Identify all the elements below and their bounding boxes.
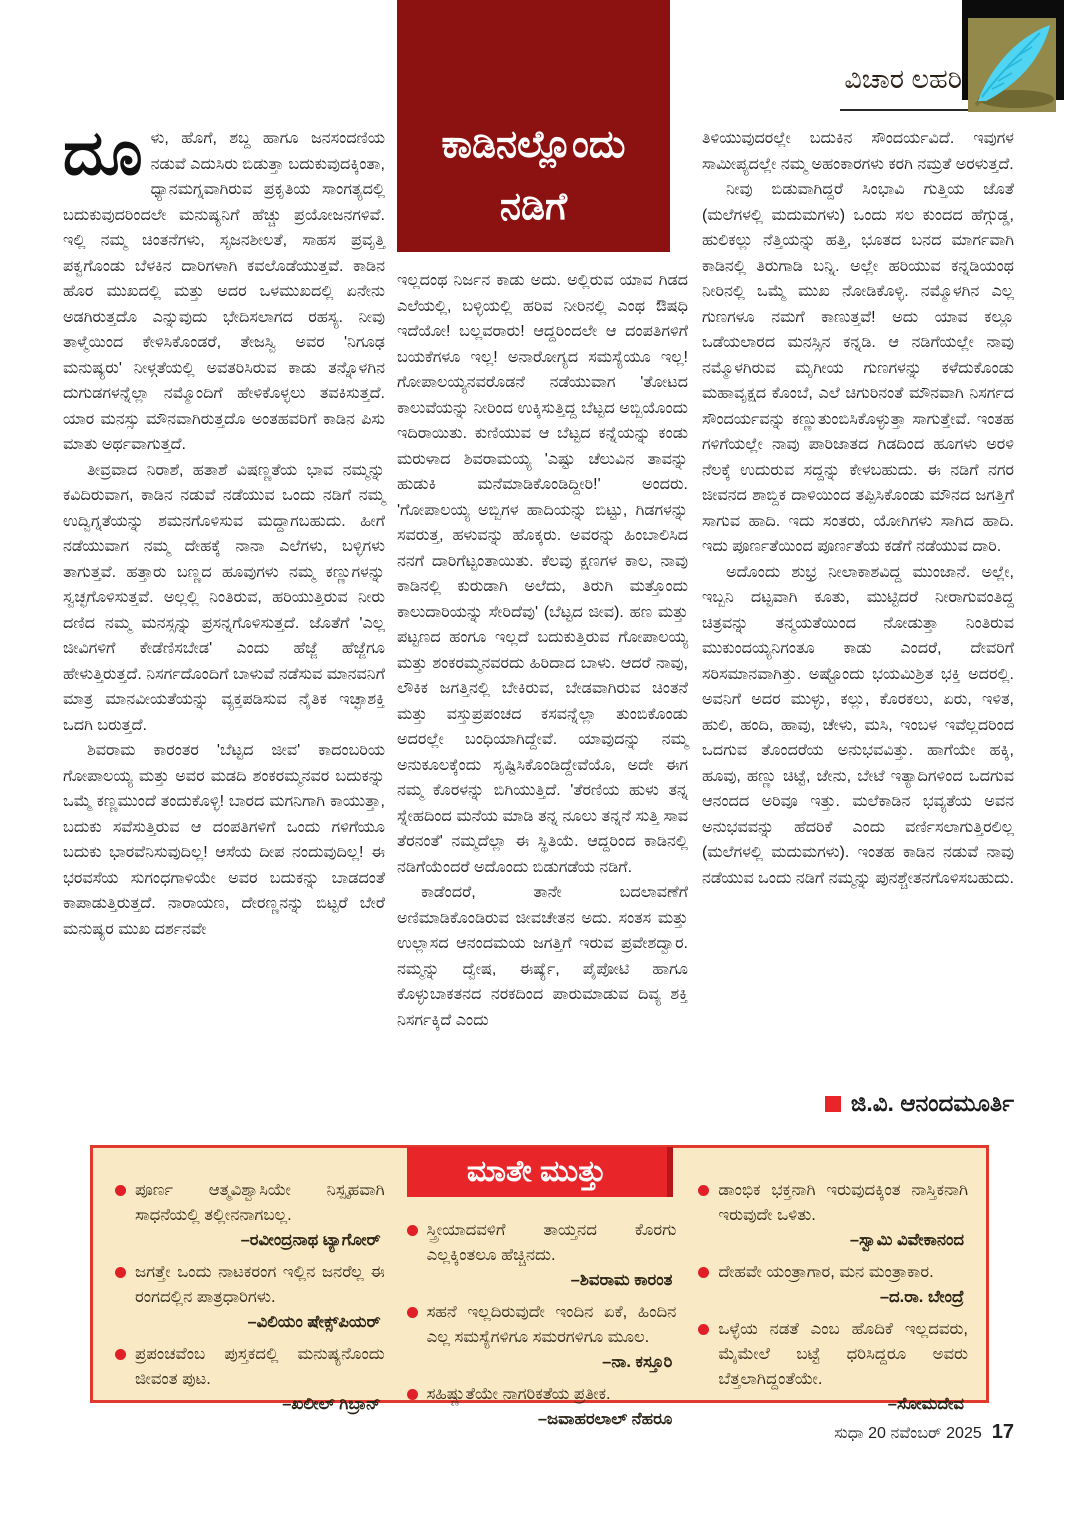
bullet-icon — [698, 1185, 709, 1196]
bullet-icon — [407, 1307, 418, 1318]
article-title-line1: ಕಾಡಿನಲ್ಲೊಂದು — [441, 124, 626, 166]
quotes-column-2 — [407, 1178, 677, 1428]
feather-icon — [968, 18, 1056, 112]
quotes-column-1 — [115, 1178, 385, 1413]
quote-author: –ಸೋಮದೇವ — [887, 1395, 965, 1413]
quote-item — [115, 1260, 385, 1335]
quote-text: ಒಳ್ಳೆಯ ನಡತೆ ಎಂಬ ಹೊದಿಕೆ ಇಲ್ಲದವರು, ಮೈಮೇಲೆ ಬಟ್ಟೆ ಧರಿಸಿದ್ದರೂ ಅವರು ಬೆತ್ತಲಾಗಿದ್ದಂತೆಯೇ. — [718, 1320, 969, 1388]
quote-text: ಸಹಿಷ್ಣುತೆಯೇ ನಾಗರಿಕತೆಯ ಪ್ರತೀಕ. — [426, 1385, 611, 1403]
author-name: ಜಿ.ವಿ. ಆನಂದಮೂರ್ತಿ — [850, 1090, 1014, 1116]
article-paragraph: ತಿಳಿಯುವುದರಲ್ಲೇ ಬದುಕಿನ ಸೌಂದರ್ಯವಿದೆ. ಇವುಗಳ ಸಾಮೀಪ್ಯದಲ್ಲೇ ನಮ್ಮ ಅಹಂಕಾರಗಳು ಕರಗಿ ನಮ್ರತೆ ಅರಳುತ್ತದೆ. — [702, 130, 1014, 173]
quotes-column-3 — [698, 1178, 969, 1413]
bullet-icon — [115, 1267, 126, 1278]
drop-cap: ದೂ — [63, 119, 143, 188]
quote-text: ಪೂರ್ಣ ಆತ್ಮವಿಶ್ವಾಸಿಯೇ ನಿಸ್ಪೃಹವಾಗಿ ಸಾಧನೆಯಲ್ಲಿ ತಲ್ಲೀನನಾಗಬಲ್ಲ. — [135, 1181, 385, 1224]
bullet-icon — [407, 1225, 418, 1236]
article-title-box — [397, 0, 670, 252]
bullet-icon — [115, 1185, 126, 1196]
quote-author: –ಶಿವರಾಮ ಕಾರಂತ — [570, 1271, 673, 1289]
quotes-box-title: ಮಾತೇ ಮುತ್ತು — [407, 1147, 673, 1197]
quote-author: –ಸ್ವಾಮಿ ವಿವೇಕಾನಂದ — [849, 1231, 965, 1249]
quote-text: ಪ್ರಪಂಚವೆಂಬ ಪುಸ್ತಕದಲ್ಲಿ ಮನುಷ್ಯನೊಂದು ಜೀವಂತ ಪುಟ. — [135, 1345, 385, 1388]
quote-author: –ಖಲೀಲ್ ಗಿಬ್ರಾನ್ — [282, 1395, 381, 1413]
article-column-2 — [397, 268, 688, 1136]
quote-text: ಡಾಂಭಿಕ ಭಕ್ತನಾಗಿ ಇರುವುದಕ್ಕಿಂತ ನಾಸ್ತಿಕನಾಗಿ ಇರುವುದೇ ಒಳಿತು. — [718, 1181, 969, 1224]
author-byline — [702, 1090, 1014, 1117]
section-logo — [958, 0, 1070, 116]
quote-item — [407, 1300, 677, 1375]
quote-item — [407, 1218, 677, 1293]
quote-item — [698, 1260, 968, 1310]
page-number: 17 — [991, 1421, 1014, 1443]
quote-item — [698, 1317, 968, 1417]
quote-text: ದೇಹವೇ ಯಂತ್ರಾಗಾರ, ಮನ ಮಂತ್ರಾಕಾರ. — [718, 1263, 934, 1281]
quote-text: ಸ್ತ್ರೀಯಾದವಳಿಗೆ ತಾಯ್ತನದ ಕೊರಗು ಎಲ್ಲಕ್ಕಿಂತಲೂ ಹೆಚ್ಚಿನದು. — [426, 1221, 677, 1264]
article-paragraph: ನೀವು ಬಿಡುವಾಗಿದ್ದರೆ ಸಿಂಭಾವಿ ಗುತ್ತಿಯ ಜೊತೆ (ಮಲೆಗಳಲ್ಲಿ ಮದುಮಗಳು) ಒಂದು ಸಲ ಕುಂದದ ಹೆಗ್ಗುಡ್ಡ, ಹುಲಿಕಲ್ಲು ನೆತ್ತಿಯನ್ನು ಹತ್ತಿ, ಭೂತದ ಬನದ ಮಾರ್ಗವಾಗಿ ಕಾಡಿನಲ್ಲಿ ತಿರುಗಾಡಿ ಬನ್ನಿ. ಅಲ್ಲೇ ಹರಿಯುವ ಕನ್ನಡಿಯಂಥ ನೀರಿನಲ್ಲಿ ಒಮ್ಮೆ ಮುಖ ನೋಡಿಕೊಳ್ಳಿ. ನಮ್ಮೊಳಗಿನ ಎಲ್ಲ ಗುಣಗಳೂ ನಮಗೆ ಕಾಣುತ್ತವೆ! ಅದು ಯಾವ ಕಲ್ಲೂ ಒಡೆಯಲಾರದ ಮನಸ್ಸಿನ ಕನ್ನಡಿ. ಆ ನಡಿಗೆಯಲ್ಲೇ ನಾವು ನಮ್ಮೊಳಗಿರುವ ಮೃಗೀಯ ಗುಣಗಳನ್ನು ಕಳೆದುಕೊಂಡು ಮಹಾವೃಕ್ಷದ ಕೊಂಬೆ, ಎಲೆ ಚಿಗುರಿನಂತೆ ಮೌನವಾಗಿ ನಿಸರ್ಗದ ಸೌಂದರ್ಯವನ್ನು ಕಣ್ಣುತುಂಬಿಸಿಕೊಳ್ಳುತ್ತಾ ಸಾಗುತ್ತೇವೆ. ಇಂತಹ ಗಳಿಗೆಯಲ್ಲೇ ನಾವು ಪಾರಿಜಾತದ ಗಿಡದಿಂದ ಹೂಗಳು ಅರಳಿ ನೆಲಕ್ಕೆ ಉದುರುವ ಸದ್ದನ್ನು ಕೇಳಬಹುದು. ಈ ನಡಿಗೆ ನಗರ ಜೀವನದ ಶಾಬ್ದಿಕ ದಾಳಿಯಿಂದ ತಪ್ಪಿಸಿಕೊಂಡು ಮೌನದ ಜಗತ್ತಿಗೆ ಸಾಗುವ ಹಾದಿ. ಇದು ಸಂತರು, ಯೋಗಿಗಳು ಸಾಗಿದ ಹಾದಿ. ಇದು ಪೂರ್ಣತೆಯಿಂದ ಪೂರ್ಣತೆಯ ಕಡೆಗೆ ನಡೆಯುವ ದಾರಿ. — [702, 181, 1014, 555]
bullet-icon — [698, 1324, 709, 1335]
quote-item — [698, 1178, 968, 1253]
red-square-icon — [825, 1096, 841, 1112]
bullet-icon — [407, 1389, 418, 1400]
quote-text: ಜಗತ್ತೇ ಒಂದು ನಾಟಕರಂಗ ಇಲ್ಲಿನ ಜನರೆಲ್ಲ ಈ ರಂಗದಲ್ಲಿನ ಪಾತ್ರಧಾರಿಗಳು. — [135, 1263, 385, 1306]
quote-author: –ರವೀಂದ್ರನಾಥ ಟ್ಯಾಗೋರ್ — [240, 1231, 381, 1249]
article-title-line2: ನಡಿಗೆ — [499, 186, 568, 228]
article-paragraph: ಕಾಡೆಂದರೆ, ತಾನೇ ಬದಲಾವಣೆಗೆ ಅಣಿಮಾಡಿಕೊಂಡಿರುವ ಜೀವಚೇತನ ಅದು. ಸಂತಸ ಮತ್ತು ಉಲ್ಲಾಸದ ಆನಂದಮಯ ಜಗತ್ತಿಗೆ ಇರುವ ಪ್ರವೇಶದ್ವಾರ. ನಮ್ಮನ್ನು ದ್ವೇಷ, ಈರ್ಷ್ಯೆ, ಪೈಪೋಟಿ ಹಾಗೂ ಕೊಳ್ಳುಬಾಕತನದ ನರಕದಿಂದ ಪಾರುಮಾಡುವ ದಿವ್ಯ ಶಕ್ತಿ ನಿಸರ್ಗಕ್ಕಿದೆ ಎಂದು — [397, 884, 688, 1029]
article-paragraph: ಶಿವರಾಮ ಕಾರಂತರ 'ಬೆಟ್ಟದ ಜೀವ' ಕಾದಂಬರಿಯ ಗೋಪಾಲಯ್ಯ ಮತ್ತು ಅವರ ಮಡದಿ ಶಂಕರಮ್ಮನವರ ಬದುಕನ್ನು ಒಮ್ಮೆ ಕಣ್ಣಮುಂದೆ ತಂದುಕೊಳ್ಳಿ! ಬಾರದ ಮಗನಿಗಾಗಿ ಕಾಯುತ್ತಾ, ಬದುಕು ಸವೆಸುತ್ತಿರುವ ಆ ದಂಪತಿಗಳಿಗೆ ಒಂದು ಗಳಿಗೆಯೂ ಬದುಕು ಭಾರವೆನಿಸುವುದಿಲ್ಲ! ಆಸೆಯ ದೀಪ ನಂದುವುದಿಲ್ಲ! ಈ ಭರವಸೆಯ ಸುಗಂಧಗಾಳಿಯೇ ಅವರ ಬದುಕನ್ನು ಬಾಡದಂತೆ ಕಾಪಾಡುತ್ತಿರುತ್ತದೆ. ನಾರಾಯಣ, ದೇರಣ್ಣನನ್ನು ಬಿಟ್ಟರೆ ಬೇರೆ ಮನುಷ್ಯರ ಮುಖ ದರ್ಶನವೇ — [63, 742, 385, 938]
quote-author: –ಜವಾಹರಲಾಲ್ ನೆಹರೂ — [537, 1410, 673, 1428]
article-paragraph: ದೂಳು, ಹೊಗೆ, ಶಬ್ದ ಹಾಗೂ ಜನಸಂದಣಿಯ ನಡುವೆ ಎದುಸಿರು ಬಿಡುತ್ತಾ ಬದುಕುವುದಕ್ಕಿಂತಾ, ಧ್ಯಾನಮಗ್ನವಾಗಿರುವ ಪ್ರಕೃತಿಯ ಸಾಂಗತ್ಯದಲ್ಲಿ ಬದುಕುವುದರಿಂದಲೇ ಮನುಷ್ಯನಿಗೆ ಹೆಚ್ಚು ಪ್ರಯೋಜನಗಳಿವೆ. ಇಲ್ಲಿ ನಮ್ಮ ಚಿಂತನೆಗಳು, ಸೃಜನಶೀಲತೆ, ಸಾಹಸ ಪ್ರವೃತ್ತಿ ಪಕ್ವಗೊಂಡು ಬೆಳಕಿನ ದಾರಿಗಳಾಗಿ ಕವಲೊಡೆಯುತ್ತವೆ. ಕಾಡಿನ ಹೊರ ಮುಖದಲ್ಲಿ ಮತ್ತು ಅದರ ಒಳಮುಖದಲ್ಲಿ ಏನೇನು ಅಡಗಿರುತ್ತದೊ ಎನ್ನುವುದು ಭೇದಿಸಲಾಗದ ರಹಸ್ಯ. ನೀವು ತಾಳ್ಮೆಯಿಂದ ಕೇಳಿಸಿಕೊಂಡರೆ, ತೇಜಸ್ವಿ ಅವರ 'ನಿಗೂಢ ಮನುಷ್ಯರು' ನೀಳ್ಗತೆಯಲ್ಲಿ ಅವತರಿಸಿರುವ ಕಾಡು ತನ್ನೊಳಗಿನ ದುಗುಡಗಳನ್ನೆಲ್ಲಾ ನಮ್ಮೊಂದಿಗೆ ಹೇಳಿಕೊಳ್ಳಲು ತವಕಿಸುತ್ತದೆ. ಯಾರ ಮನಸ್ಸು ಮೌನವಾಗಿರುತ್ತದೊ ಅಂತಹವರಿಗೆ ಕಾಡಿನ ಪಿಸು ಮಾತು ಅರ್ಥವಾಗುತ್ತದೆ. — [63, 119, 385, 453]
quote-author: –ದ.ರಾ. ಬೇಂದ್ರೆ — [879, 1288, 965, 1306]
article-column-3 — [702, 126, 1014, 1064]
bullet-icon — [115, 1349, 126, 1360]
quote-item — [407, 1382, 677, 1432]
article-paragraph: ಅದೊಂದು ಶುಭ್ರ ನೀಲಾಕಾಶವಿದ್ದ ಮುಂಜಾನೆ. ಅಲ್ಲೇ, ಇಬ್ಬನಿ ದಟ್ಟವಾಗಿ ಕೂತು, ಮುಟ್ಟಿದರೆ ನೀರಾಗುವಂತಿದ್ದ ಚಿತ್ರವನ್ನು ತನ್ಮಯತೆಯಿಂದ ನೋಡುತ್ತಾ ನಿಂತಿರುವ ಮುಕುಂದಯ್ಯನಿಗಂತೂ ಕಾಡು ಎಂದರೆ, ದೇವರಿಗೆ ಸರಿಸಮಾನವಾಗಿತ್ತು. ಅಷ್ಟೊಂದು ಭಯಮಿಶ್ರಿತ ಭಕ್ತಿ ಅದರಲ್ಲಿ. ಅವನಿಗೆ ಅದರ ಮುಳ್ಳು, ಕಲ್ಲು, ಕೊರಕಲು, ಏರು, ಇಳಿತ, ಹುಲಿ, ಹಂದಿ, ಹಾವು, ಚೇಳು, ಮಸಿ, ಇಂಬಳ ಇವೆಲ್ಲದರಿಂದ ಒದಗುವ ತೊಂದರೆಯ ಅನುಭವವಿತ್ತು. ಹಾಗೆಯೇ ಹಕ್ಕಿ, ಹೂವು, ಹಣ್ಣು ಚಿಟ್ಟೆ, ಜೇನು, ಬೇಟೆ ಇತ್ಯಾದಿಗಳಿಂದ ಒದಗುವ ಆನಂದದ ಅರಿವೂ ಇತ್ತು. ಮಲೆಕಾಡಿನ ಭವ್ಯತೆಯ ಅವನ ಅನುಭವವನ್ನು ಹೆದರಿಕೆ ಎಂದು ವರ್ಣಿಸಲಾಗುತ್ತಿರಲಿಲ್ಲ (ಮಲೆಗಳಲ್ಲಿ ಮದುಮಗಳು). ಇಂತಹ ಕಾಡಿನ ನಡುವೆ ನಾವು ನಡೆಯುವ ಒಂದು ನಡಿಗೆ ನಮ್ಮನ್ನು ಪುನಶ್ಚೇತನಗೊಳಿಸಬಹುದು. — [702, 563, 1014, 887]
issue-info: ಸುಧಾ 20 ನವೆಂಬರ್ 2025 — [834, 1425, 982, 1442]
quotes-box — [90, 1145, 989, 1428]
bullet-icon — [698, 1267, 709, 1278]
quote-author: –ನಾ. ಕಸ್ತೂರಿ — [602, 1353, 673, 1371]
article-column-1 — [63, 119, 385, 1138]
article-paragraph: ಇಲ್ಲದಂಥ ನಿರ್ಜನ ಕಾಡು ಅದು. ಅಲ್ಲಿರುವ ಯಾವ ಗಿಡದ ಎಲೆಯಲ್ಲಿ, ಬಳ್ಳಿಯಲ್ಲಿ ಹರಿವ ನೀರಿನಲ್ಲಿ ಎಂಥ ಔಷಧಿ ಇದೆಯೋ! ಬಲ್ಲವರಾರು! ಆದ್ದರಿಂದಲೇ ಆ ದಂಪತಿಗಳಿಗೆ ಬಯಕೆಗಳೂ ಇಲ್ಲ! ಅನಾರೋಗ್ಯದ ಸಮಸ್ಯೆಯೂ ಇಲ್ಲ! ಗೋಪಾಲಯ್ಯನವರೊಡನೆ ನಡೆಯುವಾಗ 'ತೋಟದ ಕಾಲುವೆಯನ್ನು ನೀರಿಂದ ಉಕ್ಕಿಸುತ್ತಿದ್ದ ಬೆಟ್ಟದ ಅಬ್ಬಿಯೊಂದು ಇದಿರಾಯಿತು. ಕುಣಿಯುವ ಆ ಬೆಟ್ಟದ ಕನ್ನೆಯನ್ನು ಕಂಡು ಮರುಳಾದ ಶಿವರಾಮಯ್ಯ 'ಎಷ್ಟು ಚೆಲುವಿನ ತಾವನ್ನು ಹುಡುಕಿ ಮನೆಮಾಡಿಕೊಂಡಿದ್ದೀರಿ!' ಅಂದರು. 'ಗೋಪಾಲಯ್ಯ ಅಬ್ಬಿಗಳ ಹಾದಿಯನ್ನು ಬಿಟ್ಟು, ಗಿಡಗಳನ್ನು ಸವರುತ್ತ, ಹಳುವನ್ನು ಹೊಕ್ಕರು. ಅವರನ್ನು ಹಿಂಬಾಲಿಸಿದ ನನಗೆ ದಾರಿಗೆಟ್ಟಂತಾಯಿತು. ಕೆಲವು ಕ್ಷಣಗಳ ಕಾಲ, ನಾವು ಕಾಡಿನಲ್ಲಿ ಕುರುಡಾಗಿ ಅಲೆದು, ತಿರುಗಿ ಮತ್ತೊಂದು ಕಾಲುದಾರಿಯನ್ನು ಸೇರಿದೆವು' (ಬೆಟ್ಟದ ಜೀವ). ಹಣ ಮತ್ತು ಪಟ್ಟಣದ ಹಂಗೂ ಇಲ್ಲದೆ ಬದುಕುತ್ತಿರುವ ಗೋಪಾಲಯ್ಯ ಮತ್ತು ಶಂಕರಮ್ಮನವರದು ಹಿರಿದಾದ ಬಾಳು. ಆದರೆ ನಾವು, ಲೌಕಿಕ ಜಗತ್ತಿನಲ್ಲಿ ಬೇಕಿರುವ, ಬೇಡವಾಗಿರುವ ಚಿಂತನೆ ಮತ್ತು ವಸ್ತುಪ್ರಪಂಚದ ಕಸವನ್ನೆಲ್ಲಾ ತುಂಬಿಕೊಂಡು ಅದರಲ್ಲೇ ಬಂಧಿಯಾಗಿದ್ದೇವೆ. ಯಾವುದನ್ನು ನಮ್ಮ ಅನುಕೂಲಕ್ಕೆಂದು ಸೃಷ್ಟಿಸಿಕೊಂಡಿದ್ದೇವೆಯೊ, ಅದೇ ಈಗ ನಮ್ಮ ಕೊರಳನ್ನು ಬಿಗಿಯುತ್ತಿದೆ. 'ತೆರಣಿಯ ಹುಳು ತನ್ನ ಸ್ನೇಹದಿಂದ ಮನೆಯ ಮಾಡಿ ತನ್ನ ನೂಲು ತನ್ನನೆ ಸುತ್ತಿ ಸಾವ ತೆರನಂತೆ' ನಮ್ಮದೆಲ್ಲಾ ಈ ಸ್ಥಿತಿಯೆ. ಆದ್ದರಿಂದ ಕಾಡಿನಲ್ಲಿ ನಡಿಗೆಯೆಂದರೆ ಅದೊಂದು ಬಿಡುಗಡೆಯ ನಡಿಗೆ. — [397, 272, 688, 876]
quote-item — [115, 1342, 385, 1417]
page-footer — [834, 1421, 1014, 1444]
quote-author: –ವಿಲಿಯಂ ಷೇಕ್ಸ್‌ಪಿಯರ್ — [247, 1313, 381, 1331]
section-label: ವಿಚಾರ ಲಹರಿ — [844, 64, 962, 94]
article-paragraph: ತೀವ್ರವಾದ ನಿರಾಶೆ, ಹತಾಶೆ ವಿಷಣ್ಣತೆಯ ಭಾವ ನಮ್ಮನ್ನು ಕವಿದಿರುವಾಗ, ಕಾಡಿನ ನಡುವೆ ನಡೆಯುವ ಒಂದು ನಡಿಗೆ ನಮ್ಮ ಉದ್ವಿಗ್ನತೆಯನ್ನು ಶಮನಗೊಳಿಸುವ ಮದ್ದಾಗಬಹುದು. ಹೀಗೆ ನಡೆಯುವಾಗ ನಮ್ಮ ದೇಹಕ್ಕೆ ನಾನಾ ಎಲೆಗಳು, ಬಳ್ಳಿಗಳು ತಾಗುತ್ತವೆ. ಹತ್ತಾರು ಬಣ್ಣದ ಹೂವುಗಳು ನಮ್ಮ ಕಣ್ಣುಗಳನ್ನು ಸ್ವಚ್ಛಗೊಳಿಸುತ್ತವೆ. ಅಲ್ಲಲ್ಲಿ ನಿಂತಿರುವ, ಹರಿಯುತ್ತಿರುವ ನೀರು ದಣಿದ ನಮ್ಮ ಮನಸ್ಸನ್ನು ಪ್ರಸನ್ನಗೊಳಿಸುತ್ತದೆ. ಜೊತೆಗೆ 'ಎಲ್ಲ ಜೀವಿಗಳಿಗೆ ಕೇಡೆಣಿಸಬೇಡ' ಎಂದು ಹೆಜ್ಜೆ ಹೆಜ್ಜೆಗೂ ಹೇಳುತ್ತಿರುತ್ತದೆ. ನಿಸರ್ಗದೊಂದಿಗೆ ಬಾಳುವೆ ನಡೆಸುವ ಮಾನವನಿಗೆ ಮಾತ್ರ ಮಾನವೀಯತೆಯನ್ನು ವ್ಯಕ್ತಪಡಿಸುವ ನೈತಿಕ ಇಚ್ಛಾಶಕ್ತಿ ಒದಗಿ ಬರುತ್ತದೆ. — [63, 461, 385, 734]
quote-text: ಸಹನೆ ಇಲ್ಲದಿರುವುದೇ ಇಂದಿನ ಏಕೆ, ಹಿಂದಿನ ಎಲ್ಲ ಸಮಸ್ಯೆಗಳಿಗೂ ಸಮರಗಳಿಗೂ ಮೂಲ. — [426, 1303, 677, 1346]
quote-item — [115, 1178, 385, 1253]
